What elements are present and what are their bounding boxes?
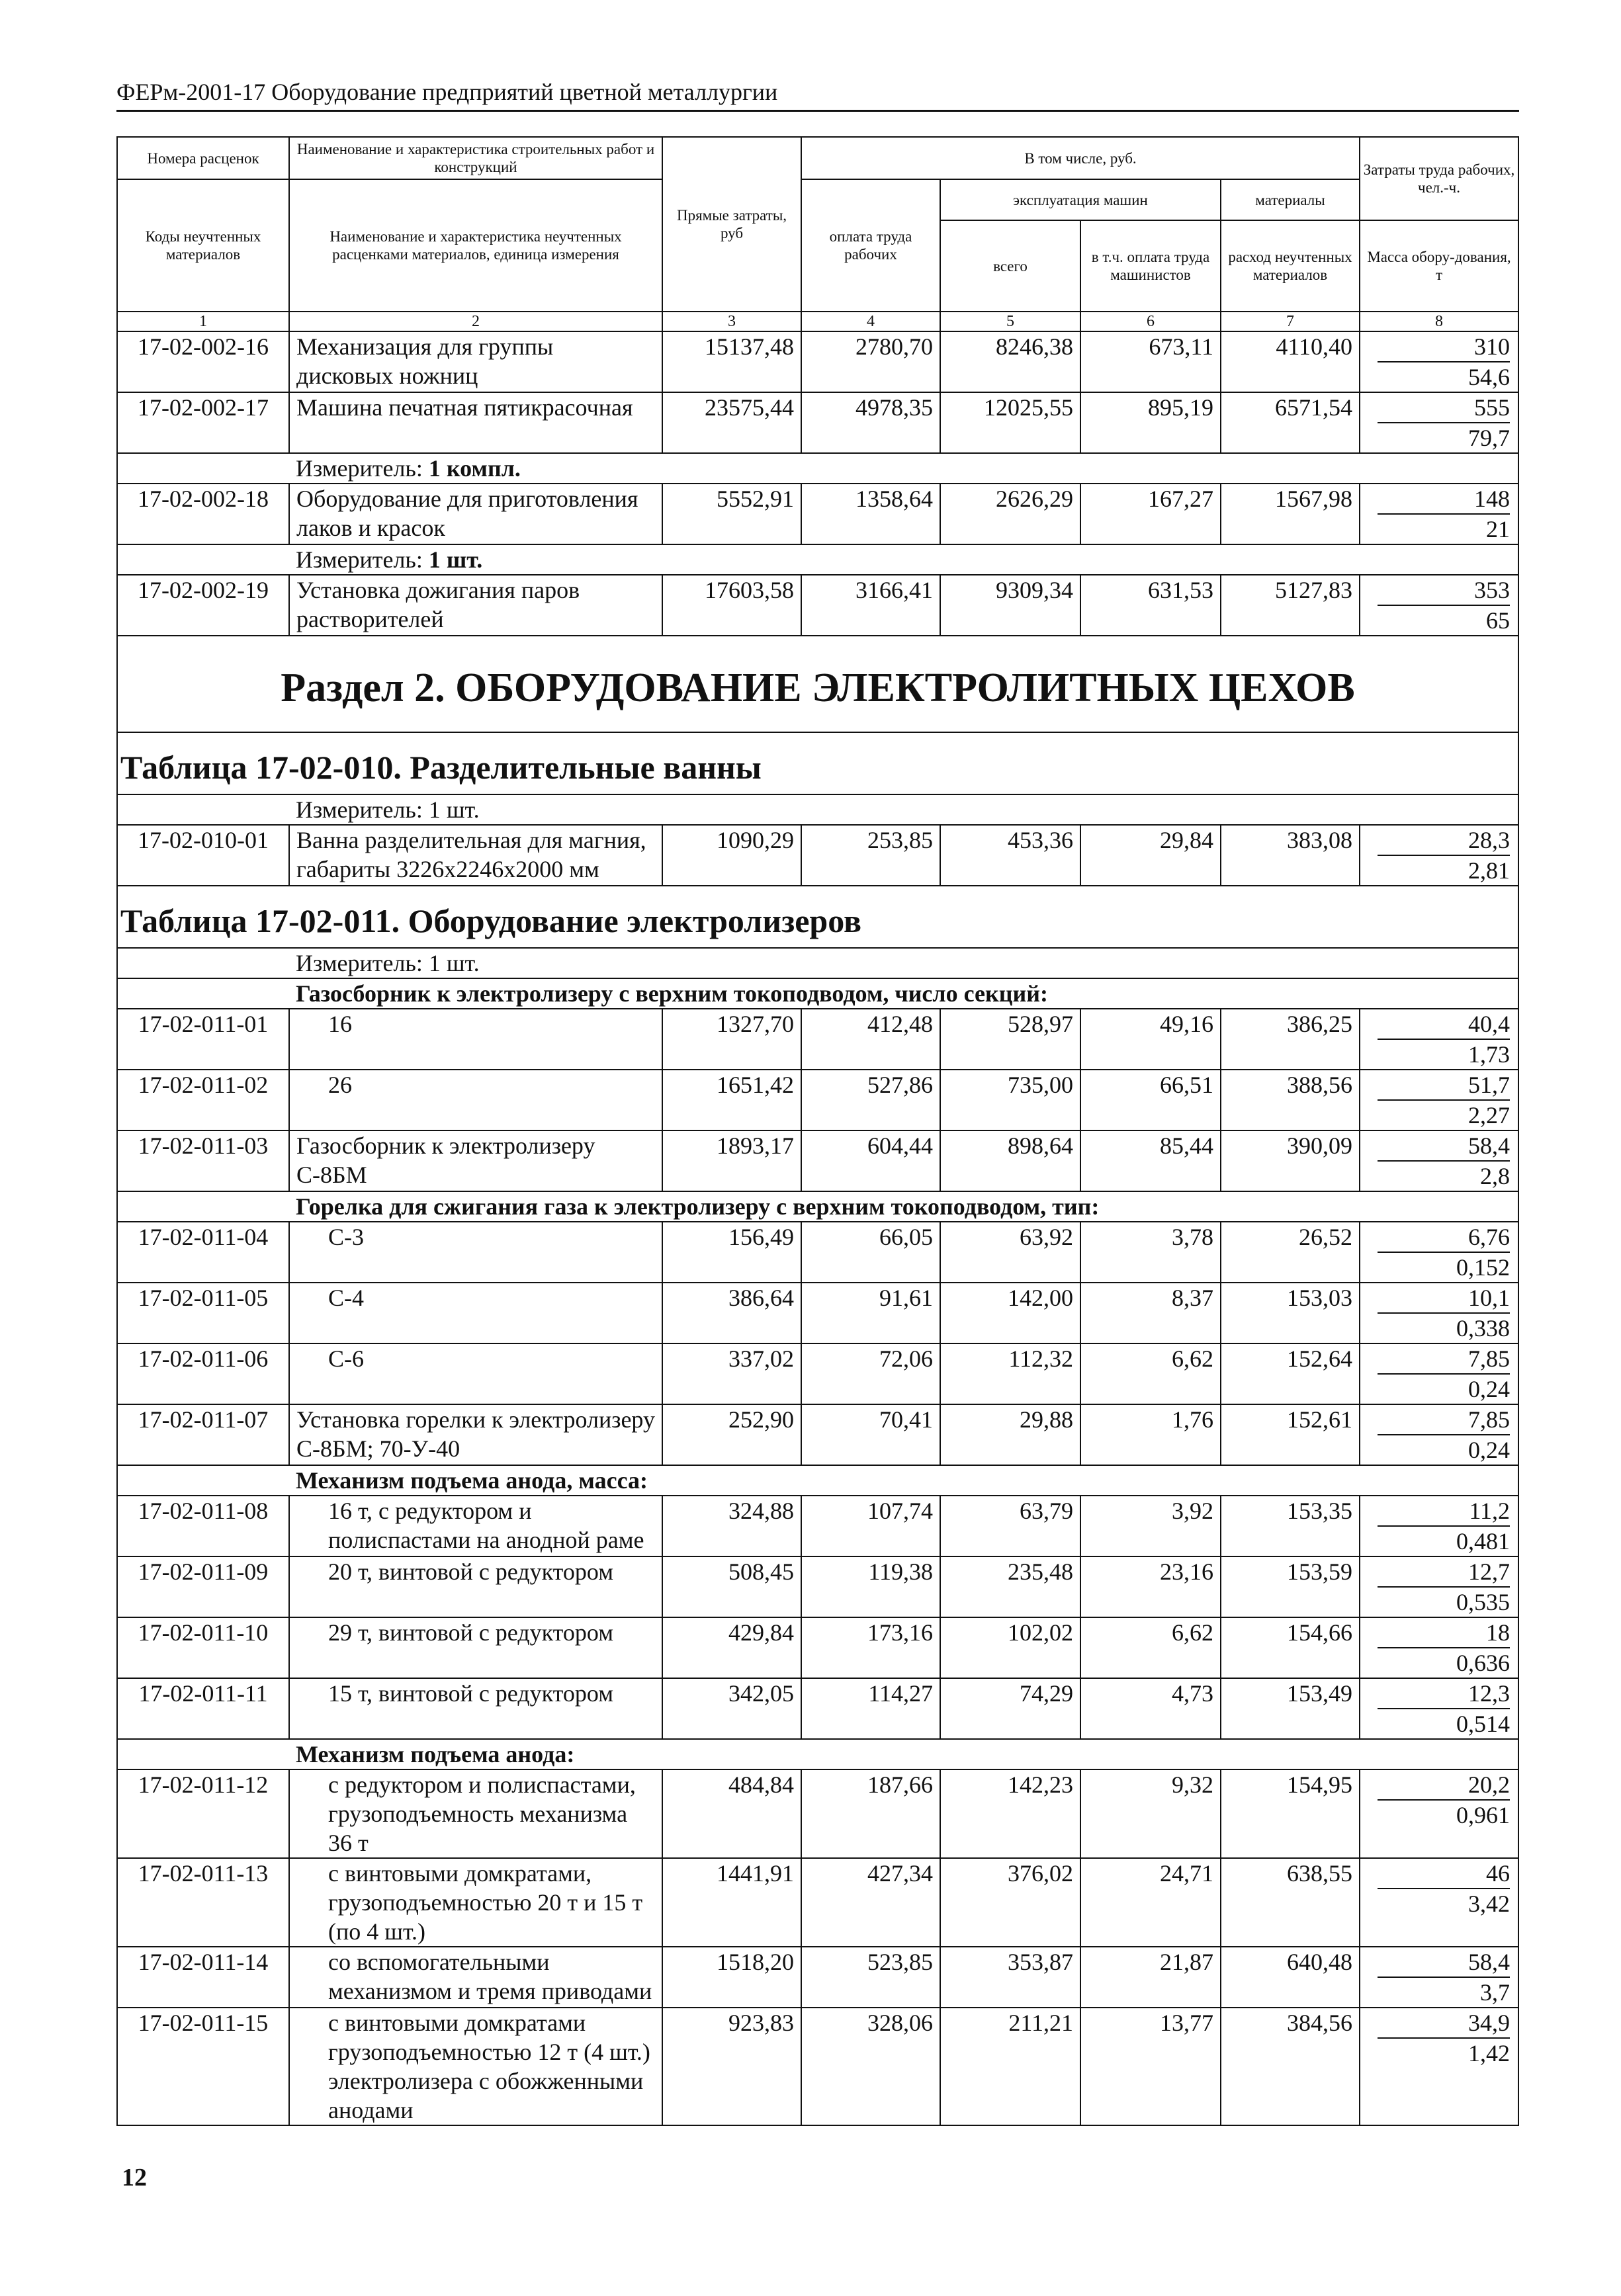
rate-row: [117, 1222, 1518, 1283]
cost-c6: 673,11: [1080, 331, 1221, 392]
cost-c5: 735,00: [940, 1070, 1080, 1130]
cost-c3: 923,83: [662, 2008, 801, 2125]
cost-c7: 153,49: [1221, 1678, 1360, 1739]
labor-value: 310: [1378, 332, 1510, 362]
mass-value: 79,7: [1468, 425, 1511, 451]
labor-mass: [1360, 1070, 1518, 1130]
rate-row: [117, 1769, 1518, 1858]
labor-mass: [1360, 2008, 1518, 2125]
cost-c4: 523,85: [801, 1947, 940, 2008]
rate-code: 17-02-011-03: [117, 1130, 289, 1191]
column-number: 1: [117, 312, 289, 331]
column-number: 3: [662, 312, 801, 331]
table-011-meter: Измеритель: 1 шт.: [289, 948, 1518, 978]
cost-c6: 85,44: [1080, 1130, 1221, 1191]
cost-c6: 895,19: [1080, 392, 1221, 453]
cost-c5: 12025,55: [940, 392, 1080, 453]
mass-value: 54,6: [1468, 364, 1511, 390]
mass-value: 0,535: [1456, 1589, 1511, 1615]
cost-c4: 66,05: [801, 1222, 940, 1283]
labor-mass: [1360, 575, 1518, 636]
cost-c5: 102,02: [940, 1617, 1080, 1678]
empty-cell: [117, 544, 289, 575]
table-010-title-row: [117, 732, 1518, 794]
rate-code: 17-02-002-19: [117, 575, 289, 636]
meter-value: 1 шт.: [428, 546, 483, 573]
empty-cell: [117, 1739, 289, 1769]
meter-sht: [289, 544, 1518, 575]
work-name: Установка дожигания паров растворителей: [289, 575, 662, 636]
header-machinist-pay: в т.ч. оплата труда машинистов: [1080, 220, 1221, 312]
labor-mass: [1360, 392, 1518, 453]
cost-c4: 119,38: [801, 1556, 940, 1617]
cost-c3: 1090,29: [662, 825, 801, 886]
cost-c4: 2780,70: [801, 331, 940, 392]
labor-mass: [1360, 1283, 1518, 1343]
work-name: Механизация для группы дисковых ножниц: [289, 331, 662, 392]
work-name: с винтовыми домкратами грузоподъемностью 12 т (4 шт.) электролизера с обожженными анодами: [289, 2008, 662, 2125]
cost-c3: 17603,58: [662, 575, 801, 636]
rates-table-body: [117, 137, 1518, 2125]
cost-c4: 3166,41: [801, 575, 940, 636]
rate-row: [117, 1404, 1518, 1465]
group-anode-lift-mass-row: [117, 1465, 1518, 1496]
rate-code: 17-02-011-10: [117, 1617, 289, 1678]
work-name: Ванна разделительная для магния, габариты 3226x2246x2000 мм: [289, 825, 662, 886]
empty-cell: [117, 794, 289, 825]
rate-code: 17-02-010-01: [117, 825, 289, 886]
cost-c3: 1518,20: [662, 1947, 801, 2008]
rate-row: [117, 1343, 1518, 1404]
cost-c3: 23575,44: [662, 392, 801, 453]
group-anode-lift-row: [117, 1739, 1518, 1769]
cost-c6: 1,76: [1080, 1404, 1221, 1465]
rate-row: [117, 1858, 1518, 1947]
cost-c5: 29,88: [940, 1404, 1080, 1465]
page-number: 12: [122, 2164, 147, 2191]
cost-c7: 26,52: [1221, 1222, 1360, 1283]
rate-code: 17-02-011-13: [117, 1858, 289, 1947]
cost-c5: 235,48: [940, 1556, 1080, 1617]
rate-row: [117, 1947, 1518, 2008]
cost-c7: 5127,83: [1221, 575, 1360, 636]
cost-c6: 23,16: [1080, 1556, 1221, 1617]
labor-mass: [1360, 1130, 1518, 1191]
cost-c4: 412,48: [801, 1009, 940, 1070]
cost-c6: 6,62: [1080, 1617, 1221, 1678]
meter-label: Измеритель:: [296, 455, 429, 482]
rate-code: 17-02-011-09: [117, 1556, 289, 1617]
mass-value: 2,8: [1480, 1163, 1511, 1189]
group-gas-collector: Газосборник к электролизеру с верхним токоподводом, число секций:: [289, 978, 1518, 1009]
mass-value: 0,636: [1456, 1650, 1511, 1676]
labor-mass: [1360, 1556, 1518, 1617]
labor-value: 11,2: [1378, 1496, 1510, 1527]
labor-value: 7,85: [1378, 1405, 1510, 1435]
labor-value: 6,76: [1378, 1222, 1510, 1253]
cost-c4: 187,66: [801, 1769, 940, 1858]
cost-c7: 383,08: [1221, 825, 1360, 886]
table-010-title: Таблица 17-02-010. Разделительные ванны: [117, 732, 1518, 794]
labor-mass: [1360, 1496, 1518, 1556]
mass-value: 1,73: [1468, 1041, 1511, 1068]
header-including: В том числе, руб.: [801, 137, 1360, 179]
work-name: Установка горелки к электролизеру С-8БМ; 70-У-40: [289, 1404, 662, 1465]
header-labor: Затраты труда рабочих, чел.-ч.: [1360, 137, 1518, 220]
running-header: ФЕРм-2001-17 Оборудование предприятий цветной металлургии: [116, 79, 778, 105]
cost-c5: 898,64: [940, 1130, 1080, 1191]
header-rule: [116, 110, 1519, 112]
empty-cell: [117, 1191, 289, 1222]
rate-code: 17-02-002-18: [117, 484, 289, 544]
cost-c6: 49,16: [1080, 1009, 1221, 1070]
mass-value: 0,152: [1456, 1254, 1511, 1281]
labor-mass: [1360, 1617, 1518, 1678]
column-number-row: [117, 312, 1518, 331]
work-name: 15 т, винтовой с редуктором: [289, 1678, 662, 1739]
cost-c6: 8,37: [1080, 1283, 1221, 1343]
mass-value: 0,961: [1456, 1802, 1511, 1828]
rate-code: 17-02-011-12: [117, 1769, 289, 1858]
work-name: 16: [289, 1009, 662, 1070]
rate-row: [117, 1678, 1518, 1739]
cost-c4: 70,41: [801, 1404, 940, 1465]
cost-c7: 6571,54: [1221, 392, 1360, 453]
cost-c3: 342,05: [662, 1678, 801, 1739]
work-name: С-3: [289, 1222, 662, 1283]
header-work-name: Наименование и характеристика строительных работ и конструкций: [289, 137, 662, 179]
table-header-row-1: [117, 137, 1518, 179]
rate-code: 17-02-011-05: [117, 1283, 289, 1343]
cost-c3: 1651,42: [662, 1070, 801, 1130]
rate-row: [117, 484, 1518, 544]
rate-row: [117, 1496, 1518, 1556]
work-name: 16 т, с редуктором и полиспастами на анодной раме: [289, 1496, 662, 1556]
rate-code: 17-02-011-02: [117, 1070, 289, 1130]
cost-c4: 1358,64: [801, 484, 940, 544]
section-title-row: [117, 636, 1518, 732]
cost-c7: 153,03: [1221, 1283, 1360, 1343]
cost-c5: 142,23: [940, 1769, 1080, 1858]
table-011-meter-row: [117, 948, 1518, 978]
empty-cell: [117, 978, 289, 1009]
labor-value: 28,3: [1378, 826, 1510, 856]
labor-mass: [1360, 1343, 1518, 1404]
labor-value: 58,4: [1378, 1131, 1510, 1162]
table-header-row-2: [117, 179, 1518, 220]
group-anode-lift: Механизм подъема анода:: [289, 1739, 1518, 1769]
labor-mass: [1360, 1947, 1518, 2008]
meter-kompl: [289, 453, 1518, 484]
cost-c4: 604,44: [801, 1130, 940, 1191]
cost-c4: 427,34: [801, 1858, 940, 1947]
header-rate-numbers: Номера расценок: [117, 137, 289, 179]
labor-mass: [1360, 1009, 1518, 1070]
group-burner: Горелка для сжигания газа к электролизеру с верхним токоподводом, тип:: [289, 1191, 1518, 1222]
labor-value: 58,4: [1378, 1947, 1510, 1978]
cost-c6: 29,84: [1080, 825, 1221, 886]
labor-mass: [1360, 1678, 1518, 1739]
labor-value: 51,7: [1378, 1070, 1510, 1101]
cost-c7: 152,61: [1221, 1404, 1360, 1465]
rate-code: 17-02-011-06: [117, 1343, 289, 1404]
rate-code: 17-02-011-04: [117, 1222, 289, 1283]
labor-value: 7,85: [1378, 1344, 1510, 1375]
cost-c4: 4978,35: [801, 392, 940, 453]
labor-value: 12,7: [1378, 1557, 1510, 1588]
header-machine-ops: эксплуатация машин: [940, 179, 1221, 220]
cost-c7: 153,59: [1221, 1556, 1360, 1617]
work-name: с редуктором и полиспастами, грузоподъемность механизма 36 т: [289, 1769, 662, 1858]
rate-code: 17-02-002-16: [117, 331, 289, 392]
cost-c6: 4,73: [1080, 1678, 1221, 1739]
rate-row: [117, 1617, 1518, 1678]
cost-c7: 4110,40: [1221, 331, 1360, 392]
cost-c6: 21,87: [1080, 1947, 1221, 2008]
header-materials: материалы: [1221, 179, 1360, 220]
labor-value: 353: [1378, 575, 1510, 606]
cost-c3: 484,84: [662, 1769, 801, 1858]
header-worker-pay: оплата труда рабочих: [801, 179, 940, 312]
group-burner-row: [117, 1191, 1518, 1222]
rate-row: [117, 2008, 1518, 2125]
header-machine-total: всего: [940, 220, 1080, 312]
header-mass: Масса обору-дования, т: [1360, 220, 1518, 312]
labor-value: 10,1: [1378, 1283, 1510, 1314]
cost-c3: 252,90: [662, 1404, 801, 1465]
work-name: С-4: [289, 1283, 662, 1343]
cost-c7: 390,09: [1221, 1130, 1360, 1191]
rate-code: 17-02-011-07: [117, 1404, 289, 1465]
table-010-meter-row: [117, 794, 1518, 825]
cost-c4: 253,85: [801, 825, 940, 886]
work-name: 20 т, винтовой с редуктором: [289, 1556, 662, 1617]
labor-mass: [1360, 825, 1518, 886]
cost-c5: 63,79: [940, 1496, 1080, 1556]
cost-c5: 528,97: [940, 1009, 1080, 1070]
cost-c6: 631,53: [1080, 575, 1221, 636]
cost-c3: 1893,17: [662, 1130, 801, 1191]
column-number: 8: [1360, 312, 1518, 331]
cost-c6: 3,78: [1080, 1222, 1221, 1283]
rate-row: [117, 575, 1518, 636]
mass-value: 0,24: [1468, 1376, 1511, 1402]
cost-c6: 6,62: [1080, 1343, 1221, 1404]
mass-value: 3,7: [1480, 1979, 1511, 2006]
cost-c5: 74,29: [940, 1678, 1080, 1739]
cost-c7: 386,25: [1221, 1009, 1360, 1070]
column-number: 4: [801, 312, 940, 331]
work-name: С-6: [289, 1343, 662, 1404]
rate-row: [117, 1130, 1518, 1191]
labor-value: 40,4: [1378, 1009, 1510, 1040]
cost-c3: 5552,91: [662, 484, 801, 544]
labor-value: 46: [1378, 1859, 1510, 1889]
cost-c4: 527,86: [801, 1070, 940, 1130]
table-010-meter: Измеритель: 1 шт.: [289, 794, 1518, 825]
section-title: Раздел 2. ОБОРУДОВАНИЕ ЭЛЕКТРОЛИТНЫХ ЦЕХОВ: [117, 636, 1518, 732]
group-gas-collector-row: [117, 978, 1518, 1009]
labor-value: 18: [1378, 1618, 1510, 1648]
rate-code: 17-02-011-14: [117, 1947, 289, 2008]
mass-value: 2,81: [1468, 857, 1511, 884]
cost-c7: 153,35: [1221, 1496, 1360, 1556]
labor-value: 555: [1378, 393, 1510, 423]
labor-mass: [1360, 331, 1518, 392]
cost-c5: 142,00: [940, 1283, 1080, 1343]
work-name: Газосборник к электролизеру С-8БМ: [289, 1130, 662, 1191]
work-name: Оборудование для приготовления лаков и красок: [289, 484, 662, 544]
cost-c6: 13,77: [1080, 2008, 1221, 2125]
cost-c3: 1441,91: [662, 1858, 801, 1947]
column-number: 5: [940, 312, 1080, 331]
cost-c4: 173,16: [801, 1617, 940, 1678]
labor-mass: [1360, 1404, 1518, 1465]
mass-value: 3,42: [1468, 1891, 1511, 1917]
rate-code: 17-02-011-15: [117, 2008, 289, 2125]
meter-kompl-row: [117, 453, 1518, 484]
rate-row: [117, 1556, 1518, 1617]
cost-c5: 9309,34: [940, 575, 1080, 636]
cost-c5: 8246,38: [940, 331, 1080, 392]
header-direct-costs: Прямые затраты, руб: [662, 137, 801, 312]
cost-c5: 353,87: [940, 1947, 1080, 2008]
rate-code: 17-02-011-08: [117, 1496, 289, 1556]
cost-c7: 638,55: [1221, 1858, 1360, 1947]
header-material-name: Наименование и характеристика неучтенных расценками материалов, единица измерения: [289, 179, 662, 312]
cost-c6: 3,92: [1080, 1496, 1221, 1556]
cost-c5: 2626,29: [940, 484, 1080, 544]
rate-row: [117, 825, 1518, 886]
labor-mass: [1360, 484, 1518, 544]
cost-c3: 15137,48: [662, 331, 801, 392]
rate-code: 17-02-011-01: [117, 1009, 289, 1070]
mass-value: 65: [1486, 607, 1511, 634]
labor-mass: [1360, 1222, 1518, 1283]
cost-c5: 63,92: [940, 1222, 1080, 1283]
rate-row: [117, 331, 1518, 392]
mass-value: 0,24: [1468, 1437, 1511, 1463]
cost-c7: 1567,98: [1221, 484, 1360, 544]
labor-value: 34,9: [1378, 2008, 1510, 2039]
cost-c6: 9,32: [1080, 1769, 1221, 1858]
cost-c7: 384,56: [1221, 2008, 1360, 2125]
cost-c4: 328,06: [801, 2008, 940, 2125]
cost-c3: 324,88: [662, 1496, 801, 1556]
work-name: со вспомогательными механизмом и тремя приводами: [289, 1947, 662, 2008]
mass-value: 2,27: [1468, 1102, 1511, 1128]
labor-mass: [1360, 1858, 1518, 1947]
work-name: 26: [289, 1070, 662, 1130]
rate-code: 17-02-011-11: [117, 1678, 289, 1739]
header-material-consumption: расход неучтенных материалов: [1221, 220, 1360, 312]
cost-c3: 337,02: [662, 1343, 801, 1404]
cost-c3: 429,84: [662, 1617, 801, 1678]
work-name: с винтовыми домкратами, грузоподъемностью 20 т и 15 т (по 4 шт.): [289, 1858, 662, 1947]
meter-label: Измеритель:: [296, 546, 429, 573]
labor-value: 12,3: [1378, 1679, 1510, 1709]
cost-c7: 154,95: [1221, 1769, 1360, 1858]
mass-value: 21: [1486, 516, 1511, 542]
cost-c4: 91,61: [801, 1283, 940, 1343]
cost-c7: 388,56: [1221, 1070, 1360, 1130]
cost-c6: 66,51: [1080, 1070, 1221, 1130]
group-anode-lift-mass: Механизм подъема анода, масса:: [289, 1465, 1518, 1496]
rate-row: [117, 1009, 1518, 1070]
empty-cell: [117, 453, 289, 484]
meter-sht-row: [117, 544, 1518, 575]
rate-row: [117, 392, 1518, 453]
rates-document: [116, 136, 1518, 2126]
table-011-title-row: [117, 886, 1518, 948]
cost-c4: 107,74: [801, 1496, 940, 1556]
mass-value: 1,42: [1468, 2040, 1511, 2066]
header-material-codes: Коды неучтенных материалов: [117, 179, 289, 312]
mass-value: 0,338: [1456, 1315, 1511, 1341]
meter-value: 1 компл.: [428, 455, 521, 482]
cost-c3: 508,45: [662, 1556, 801, 1617]
cost-c3: 156,49: [662, 1222, 801, 1283]
cost-c3: 1327,70: [662, 1009, 801, 1070]
empty-cell: [117, 1465, 289, 1496]
column-number: 7: [1221, 312, 1360, 331]
labor-value: 148: [1378, 484, 1510, 515]
mass-value: 0,481: [1456, 1528, 1511, 1554]
rate-code: 17-02-002-17: [117, 392, 289, 453]
cost-c3: 386,64: [662, 1283, 801, 1343]
cost-c6: 24,71: [1080, 1858, 1221, 1947]
work-name: 29 т, винтовой с редуктором: [289, 1617, 662, 1678]
cost-c5: 453,36: [940, 825, 1080, 886]
mass-value: 0,514: [1456, 1711, 1511, 1737]
cost-c7: 152,64: [1221, 1343, 1360, 1404]
cost-c7: 640,48: [1221, 1947, 1360, 2008]
cost-c4: 72,06: [801, 1343, 940, 1404]
cost-c5: 376,02: [940, 1858, 1080, 1947]
labor-value: 20,2: [1378, 1770, 1510, 1801]
labor-mass: [1360, 1769, 1518, 1858]
cost-c5: 211,21: [940, 2008, 1080, 2125]
empty-cell: [117, 948, 289, 978]
table-011-title: Таблица 17-02-011. Оборудование электролизеров: [117, 886, 1518, 948]
cost-c6: 167,27: [1080, 484, 1221, 544]
column-number: 6: [1080, 312, 1221, 331]
cost-c4: 114,27: [801, 1678, 940, 1739]
rate-row: [117, 1070, 1518, 1130]
column-number: 2: [289, 312, 662, 331]
cost-c5: 112,32: [940, 1343, 1080, 1404]
rate-row: [117, 1283, 1518, 1343]
work-name: Машина печатная пятикрасочная: [289, 392, 662, 453]
rates-table: [116, 136, 1519, 2126]
cost-c7: 154,66: [1221, 1617, 1360, 1678]
